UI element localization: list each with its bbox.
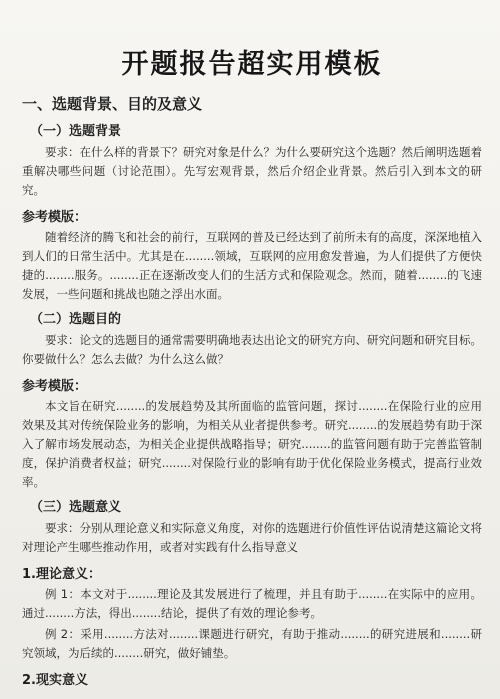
example-1: 例 1：本文对于........理论及其发展进行了梳理，并且有助于........在实际中的应用。通过........方法，得出........结论，提供了有效的理论参考。 (22, 587, 482, 620)
example-2: 例 2：采用........方法对........课题进行研究，有助于推动........的研究进展和........研究领域，为后续的........研究，做好铺垫。 (22, 627, 482, 660)
ref1-heading: 参考模版： (22, 210, 88, 225)
sub1-heading: （一）选题背景 (30, 124, 122, 139)
document-title: 开题报告超实用模板 (121, 49, 383, 80)
sub3-heading: （三）选题意义 (30, 500, 122, 515)
ref2-heading: 参考模版： (22, 379, 88, 394)
sub2-requirement: 要求：论文的选题目的通常需要明确地表达出论文的研究方向、研究问题和研究目标。你要做什么？怎么去做？为什么这么做？ (22, 333, 482, 366)
sub2-heading: （二）选题目的 (30, 312, 122, 327)
sub3-requirement: 要求：分别从理论意义和实际意义角度，对你的选题进行价值性评估说清楚这篇论文将对理论产生哪些推动作用，或者对实践有什么指导意义 (22, 521, 482, 554)
theory-heading: 1.理论意义： (22, 567, 101, 582)
ref1-text: 随着经济的腾飞和社会的前行，互联网的普及已经达到了前所未有的高度，深深地植入到人们的日常生活中。尤其是在........领域，互联网的应用愈发普遍，为人们提供了方便快捷的........服务。........正在逐渐改变人们的生活方式和保险观念。然而，随着........的飞速发展，一些问题和挑战也随之浮出水面。 (22, 230, 482, 301)
practice-heading: 2.现实意义 (22, 673, 88, 688)
section1-heading: 一、选题背景、目的及意义 (22, 95, 203, 113)
sub1-requirement: 要求：在什么样的背景下？研究对象是什么？为什么要研究这个选题？然后阐明选题着重解决哪些问题（讨论范围）。先写宏观背景，然后介绍企业背景。然后引入到本文的研究。 (22, 145, 482, 197)
ref2-text: 本文旨在研究........的发展趋势及其所面临的监管问题，探讨........在保险行业的应用效果及其对传统保险业务的影响，为相关从业者提供参考。研究........的发展趋势有助于深入了解市场发展动态，为相关企业提供战略指导；研究........的监管问题有助于完善监管制度，保护消费者权益；研究........对保险行业的影响有助于优化保险业务模式，提高行业效率。 (22, 399, 482, 489)
